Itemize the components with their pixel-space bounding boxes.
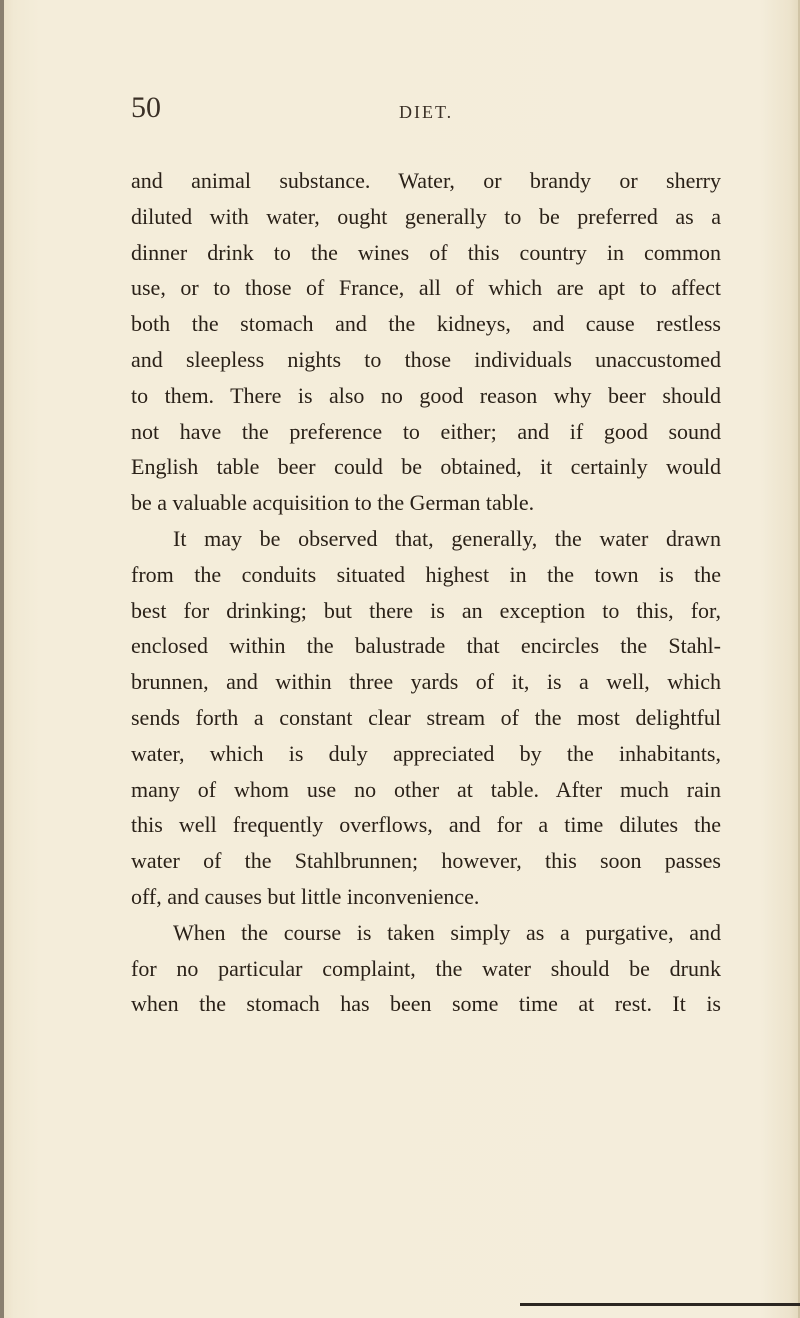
text-line: and animal substance. Water, or brandy or sherry bbox=[131, 168, 721, 193]
text-line: for no particular complaint, the water should be drunk bbox=[131, 955, 721, 981]
text-line: this well frequently overflows, and for a time dilutes the bbox=[131, 812, 721, 838]
page-binding-edge bbox=[0, 0, 4, 1318]
text-line: to them. There is also no good reason why beer should bbox=[131, 382, 721, 408]
text-line: off, and causes but little inconvenience. bbox=[131, 883, 480, 909]
text-line: many of whom use no other at table. After much rain bbox=[131, 776, 721, 802]
text-line: English table beer could be obtained, it certainly would bbox=[131, 454, 721, 480]
page-bottom-edge-rule bbox=[520, 1303, 800, 1306]
text-line: be a valuable acquisition to the German table. bbox=[131, 490, 535, 516]
text-line: enclosed within the balustrade that encircles the Stahl- bbox=[131, 633, 721, 659]
text-line: sends forth a constant clear stream of the most delightful bbox=[131, 704, 721, 730]
text-line: water of the Stahlbrunnen; however, this soon passes bbox=[131, 848, 721, 874]
text-line: best for drinking; but there is an exception to this, for, bbox=[131, 597, 721, 623]
text-line: water, which is duly appreciated by the inhabitants, bbox=[131, 740, 721, 766]
text-line: and sleepless nights to those individuals unaccustomed bbox=[131, 346, 721, 372]
paragraph-start-line: It may be observed that, generally, the water drawn bbox=[173, 525, 721, 551]
text-line: both the stomach and the kidneys, and cause restless bbox=[131, 311, 721, 337]
running-head: DIET. bbox=[399, 102, 454, 122]
page-number: 50 bbox=[131, 91, 161, 124]
paragraph-start-line: When the course is taken simply as a purgative, and bbox=[173, 919, 721, 945]
text-line: diluted with water, ought generally to be preferred as a bbox=[131, 203, 721, 229]
text-line: use, or to those of France, all of which are apt to affect bbox=[131, 275, 721, 301]
text-line: brunnen, and within three yards of it, is a well, which bbox=[131, 669, 721, 695]
text-line: from the conduits situated highest in the town is the bbox=[131, 561, 721, 587]
text-line: when the stomach has been some time at rest. It is bbox=[131, 991, 721, 1017]
text-line: not have the preference to either; and if good sound bbox=[131, 418, 721, 444]
page-header bbox=[131, 92, 691, 132]
body-text bbox=[131, 163, 721, 1022]
text-line: dinner drink to the wines of this country in common bbox=[131, 239, 721, 265]
